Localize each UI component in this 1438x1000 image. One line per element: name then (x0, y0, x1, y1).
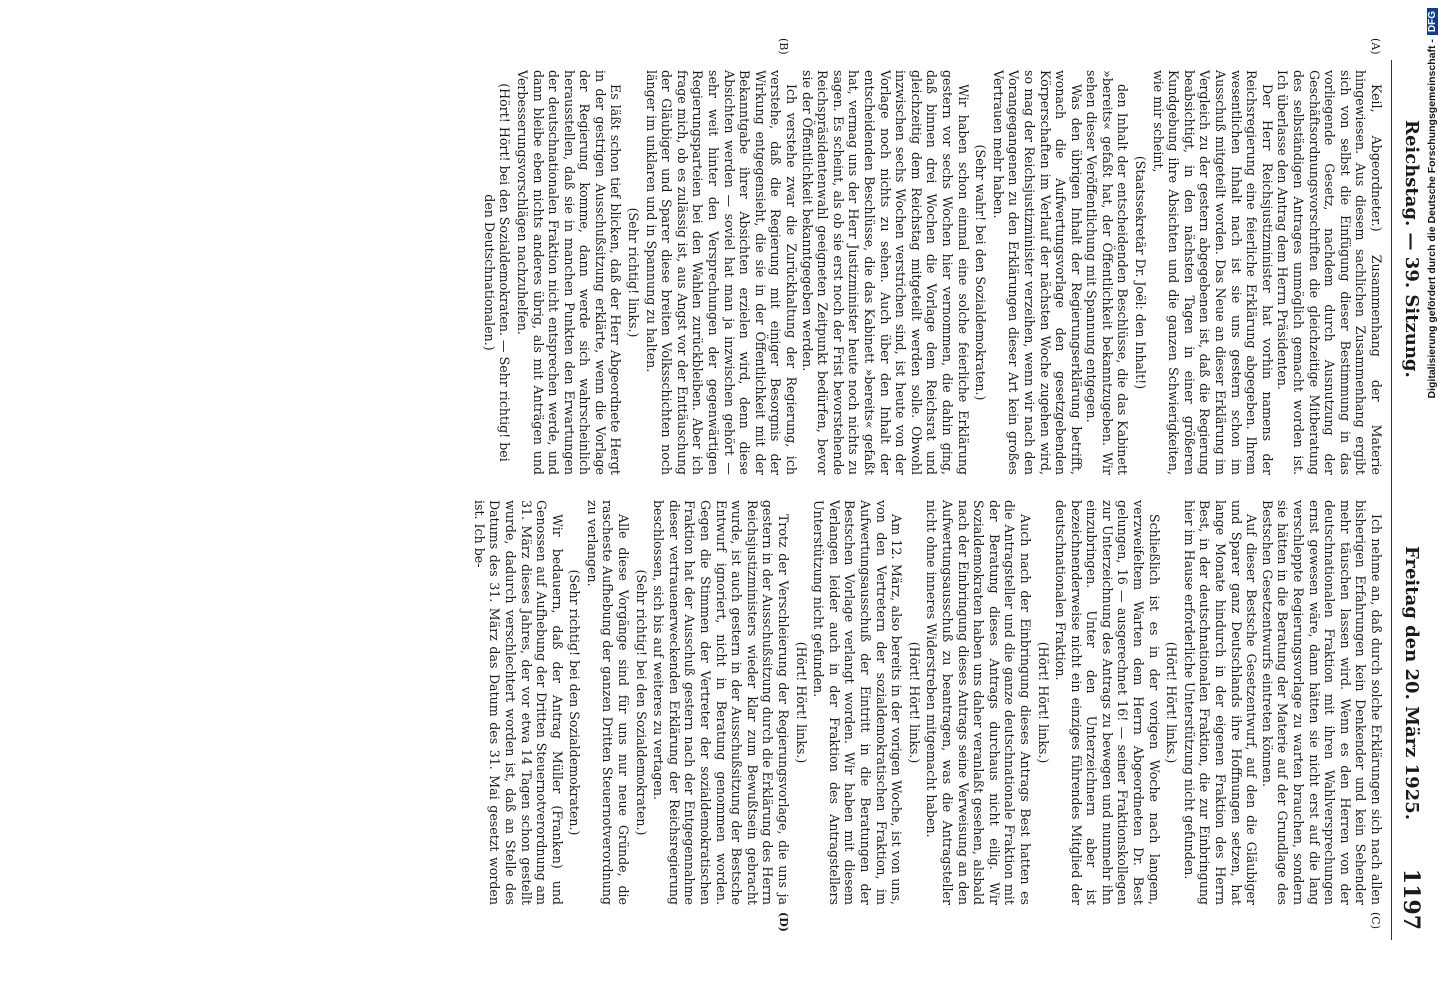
paragraph: Was den übrigen Inhalt der Regierungserklärung betrifft, wonach die Aufwertungsvorlage den gesetzgebenden Körperschaften im Verlauf der nächsten Woche zugehen wird, so mag der Reichsjustizminister verzeihen, wenn wir nach den Vorangegangenen zu den Erklärungen dieser Art kein großes Vertrauen mehr haben. (990, 70, 1084, 475)
margin-marker-d: (D) (777, 912, 790, 932)
paragraph: Der Herr Reichsjustizminister hat vorhin namens der Reichsregierung eine feierliche Erklärung abgegeben. Ihrem wesentlichen Inhalt nach ist sie uns gestern schon im Ausschuß mitgeteilt worden. Das Neue an dieser Erklärung im Vergleich zu der gestern abgegebenen ist, daß die Regierung beabsichtigt, in den nächsten Tagen in einer größeren Kundgebung ihre Absichten und die ganzen Schwierigkeiten, wie mir scheint, (1150, 70, 1275, 475)
interjection: (Sehr richtig! bei den Sozialdemokraten.) (567, 569, 583, 836)
margin-marker-a: (A) (1369, 38, 1382, 55)
paragraph: Alle diese Vorgänge sind für uns nur neue Gründe, die rascheste Aufhebung der ganzen Dritten Steuernotverordnung zu verlangen. (584, 500, 632, 905)
interjection: (Hört! Hört! links.) (793, 641, 809, 764)
paragraph: Wir haben schon einmal eine solche feierliche Erklärung gestern vor sechs Wochen hier vernommen, die dahin ging, daß binnen drei Wochen die Vorlage dem Reichsrat und gleichzeitig dem Reichstag mitgeteilt werden solle. Obwohl inzwischen sechs Wochen verstrichen sind, ist heute von der Vorlage noch nichts zu sehen. Auch über den Inhalt der entscheidenden Beschlüsse, die das Kabinett »bereits« gefaßt hat, vermag uns der Herr Justizminister heute noch nichts zu sagen. Es scheint, als ob sie erst noch der Frist bevorstehende Reichspräsidentenwahl geeigneten Zeitpunkt bedürfen, bevor sie der Öffentlichkeit bekanntgegeben werden. (799, 70, 971, 475)
paragraph: Trotz der Verschleierung der Regierungsvorlage, die uns ja gestern in der Ausschußsitzung durch die Erklärung des Herrn Reichsjustizministers wieder klar zum Bewußtsein gebracht wurde, ist auch gestern in der Ausschußsitzung der Bestsche Entwurf ignoriert, nicht in Beratung genommen worden. Gegen die Stimmen der Vertreter der sozialdemokratischen Fraktion hat der Ausschuß gestern nach der Entgegennahme dieser vertrauenerweckenden Erklärung der Reichsregierung beschlossen, sich bis auf weiteres zu vertagen. (651, 500, 792, 905)
right-column (471, 500, 1384, 905)
credit-text: Digitalisierung gefördert durch die Deutsche Forschungsgemeinschaft - (1426, 39, 1438, 399)
interjection: (Hört! Hört! links.) (1164, 641, 1180, 764)
rotated-document (140, 38, 1430, 940)
paragraph: Schließlich ist es in der vorigen Woche nach langem, verzweifeltem Warten dem Herrn Abgeordneten Dr. Best gelungen, 16 — ausgerechnet 16! — seiner Fraktionskollegen zur Unterzeichnung des Antrags zu bewegen und nunmehr ihn einzubringen. Unter den Unterzeichnern aber ist bezeichnenderweise nicht ein einziges führendes Mitglied der deutschnationalen Fraktion. (1053, 500, 1162, 905)
dfg-logo: DFG (1427, 8, 1438, 35)
header-date: Freitag den 20. März 1925. (1401, 546, 1422, 820)
interjection: (Hört! Hört! links.) (906, 641, 922, 764)
interjection: (Hört! Hört! bei den Sozialdemokraten. — Sehr richtig! bei den Deutschnationalen.) (481, 83, 513, 462)
interjection: (Hört! Hört! links.) (1035, 641, 1051, 764)
digitization-credit (1410, 8, 1438, 993)
paragraph: Ich nehme an, daß durch solche Erklärungen sich nach allen bisherigen Erfahrungen kein Denkender und kein Sehender mehr täuschen lassen wird. Wenn es den Herren von der deutschnationalen Fraktion mit ihren Wahlversprechungen ernst gewesen wäre, dann hätten sie nicht erst auf die lang verschleppte Regierungsvorlage zu warten brauchen, sondern sie hätten in die Beratung der Materie auf der Grundlage des Bestschen Gesetzentwurfs eintreten können. (1259, 500, 1384, 905)
margin-marker-c: (C) (1369, 912, 1382, 929)
paragraph: Am 12. März, also bereits in der vorigen Woche, ist von uns, von den Vertretern der sozialdemokratischen Fraktion, im Aufwertungsausschuß der Eintritt in die Beratungen der Bestschen Vorlage verlangt worden. Wir haben mit diesem Verlangen leider auch in der Fraktion des Antragstellers Unterstützung nicht gefunden. (811, 500, 905, 905)
paragraph: Wir bedauern, daß der Antrag Müller (Franken) und Genossen auf Aufhebung der Dritten Steuernotverordnung am 31. März dieses Jahres, der vor etwa 14 Tagen schon gestellt wurde, dadurch verschlechtert worden ist, daß an Stelle des Datums des 31. März das Datum des 31. Mai gesetzt worden ist. Ich be- (471, 500, 565, 905)
header-left-title: Reichstag. — 39. Sitzung. (1401, 120, 1422, 378)
header-rule (1391, 60, 1392, 940)
interjection: (Sehr richtig! links.) (626, 207, 642, 338)
paragraph: Auch nach der Einbringung dieses Antrags Best hatten es die Antragsteller und die ganze deutschnationale Fraktion mit der Beratung dieses Antrags durchaus nicht eilig. Wir Sozialdemokraten haben uns daher veranlaßt gesehen, alsbald nach der Einbringung dieses Antrags seine Verweisung an den Aufwertungsausschuß zu beantragen, was die Antragsteller nicht ohne inneres Widerstreben mitgemacht haben. (924, 500, 1033, 905)
interjection: (Sehr wahr! bei den Sozialdemokraten.) (973, 144, 989, 401)
interjection: (Sehr richtig! bei den Sozialdemokraten.) (633, 569, 649, 836)
paragraph: Ich verstehe zwar die Zurückhaltung der Regierung, ich verstehe, daß die Regierung mit einiger Besorgnis der Wirkung entgegensieht, die sie in der Öffentlichkeit mit der Bekanntgabe ihrer Absichten erzielen wird, denn diese Absichten werden — soviel hat man ja inzwischen gehört — sehr weit hinter den Versprechungen der gegenwärtigen Regierungsparteien bei den Wahlen zurückbleiben. Aber ich frage mich, ob es zulässig ist, aus Angst vor der Enttäuschung der Gläubiger und Sparer diese breiten Volksschichten noch länger im unklaren und in Spannung zu halten. (643, 70, 800, 475)
paragraph: Keil, Abgeordneter.) Zusammenhang der Materie hingewiesen. Aus diesem sachlichen Zusammenhang ergibt sich von selbst die Einfügung dieser Bestimmung in das vorliegende Gesetz, nachdem durch Ausnutzung der Geschäftsordnungsvorschriften die gleichzeitige Mitberatung des selbständigen Antrages unmöglich gemacht worden ist. Ich überlasse den Antrag dem Herrn Präsidenten. (1275, 70, 1384, 475)
interjection: (Staatssekretär Dr. Joël: den Inhalt!) (1133, 155, 1149, 390)
margin-marker-b: (B) (777, 38, 790, 55)
paragraph: den Inhalt der entscheidenden Beschlüsse, die das Kabinett »bereits« gefaßt hat, der Öffentlichkeit bekanntzugeben. Wir sehen dieser Veröffentlichung mit Spannung entgegen. (1084, 70, 1131, 475)
paragraph: Es läßt schon tief blicken, daß der Herr Abgeordnete Hergt in der gestrigen Ausschußsitzung erklärte, wenn die Vorlage der Regierung komme, dann werde sich wahrscheinlich herausstellen, daß sie in manchen Punkten den Erwartungen der deutschnationalen Fraktion nicht entsprechen werde, und dann bleibe eben nichts anderes übrig, als mit Anträgen und Verbesserungsvorschlägen nachzuhelfen. (514, 70, 624, 475)
page-number: 1197 (1398, 868, 1424, 930)
paragraph: Auf dieser Bestsche Gesetzentwurf, auf den die Gläubiger und Sparer ganz Deutschlands ihre Hoffnungen setzen, hat lange Monate hindurch in der eigenen Fraktion des Herrn Best, in der deutschnationalen Fraktion, die zur Einbringung hier im Hause erforderliche Unterstützung nicht gefunden. (1181, 500, 1260, 905)
left-column (479, 70, 1384, 475)
